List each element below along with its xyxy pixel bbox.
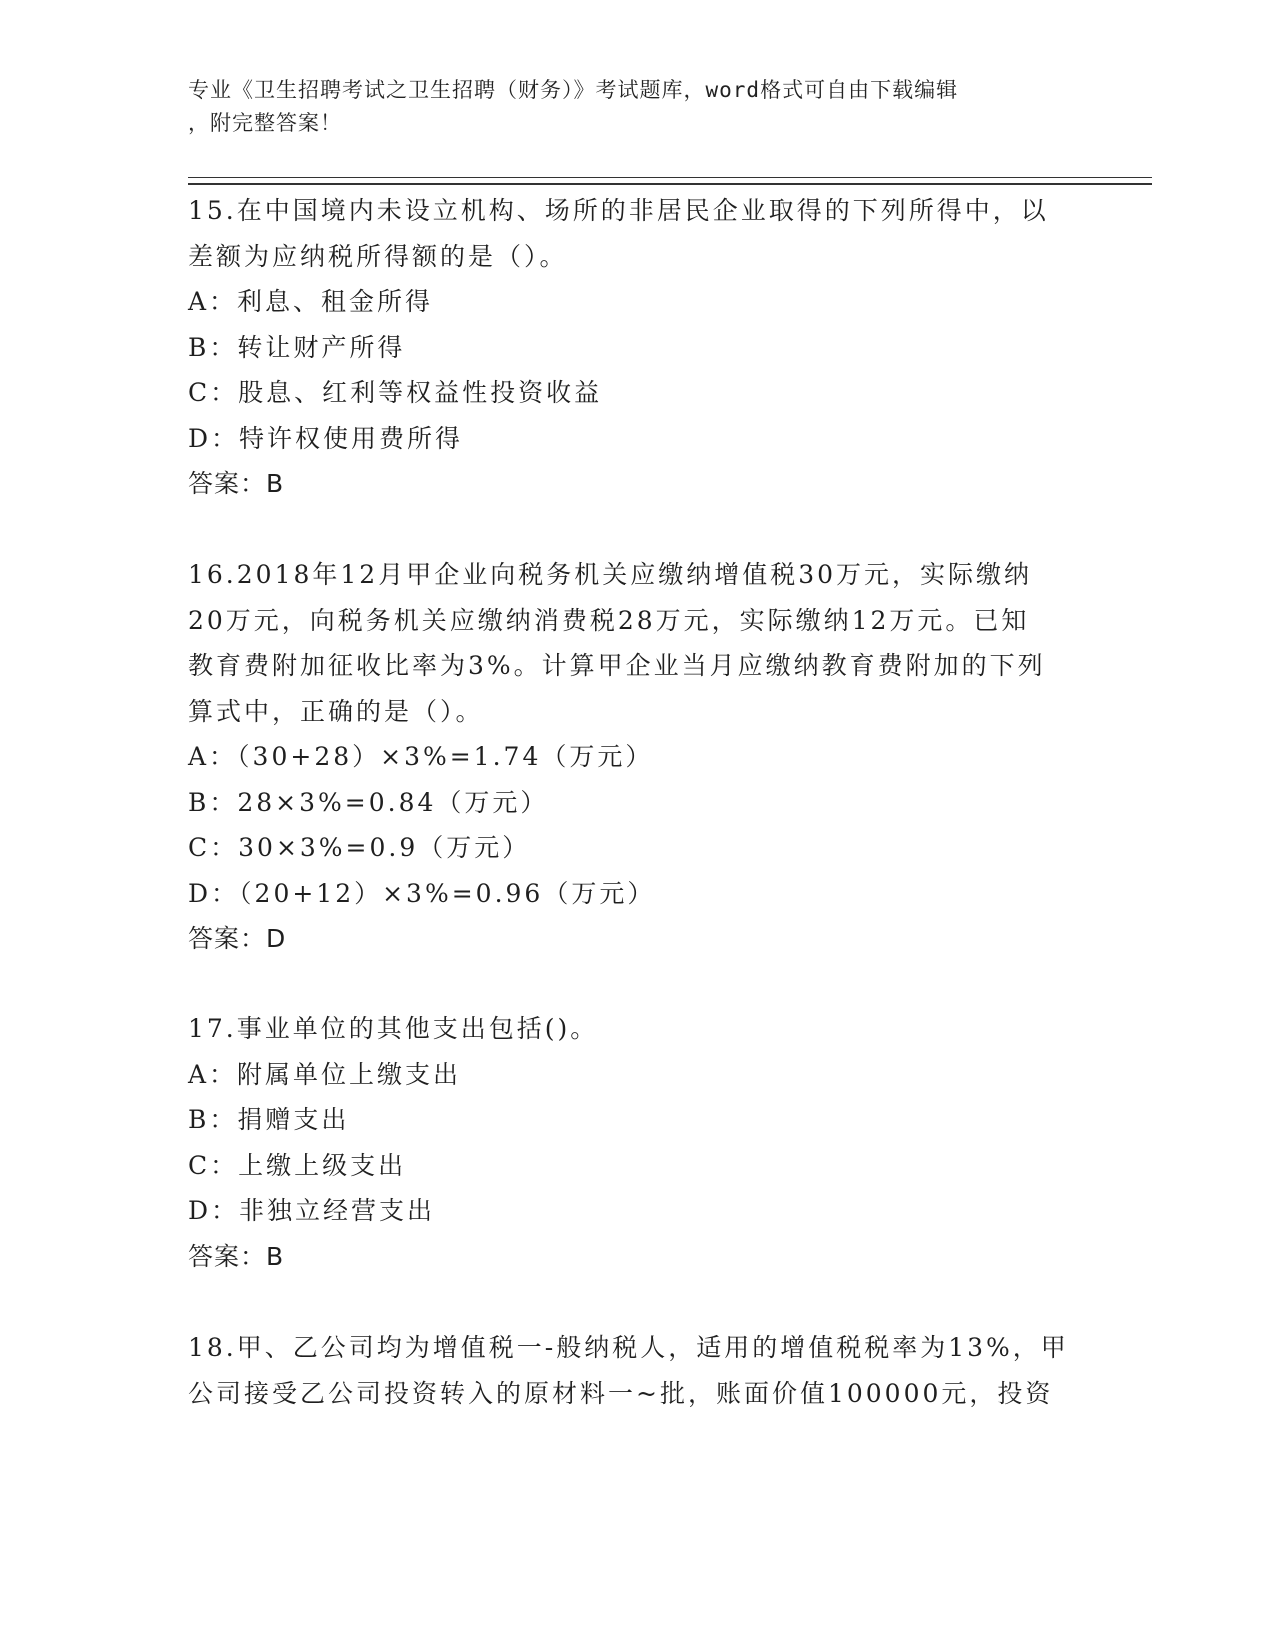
option-a: A：利息、租金所得 [188, 287, 434, 316]
answer-label: 答案：B [188, 469, 285, 498]
option-a: A：附属单位上缴支出 [188, 1059, 462, 1089]
stem-line: 公司接受乙公司投资转入的原材料一~批，账面价值100000元，投资 [188, 1378, 1054, 1408]
option-a: A：（30+28）×3%=1.74（万元） [188, 742, 654, 771]
question-stem [188, 1325, 1078, 1416]
question-18 [188, 1325, 1078, 1416]
answer-label: 答案：B [188, 1241, 285, 1271]
stem-line: 教育费附加征收比率为3%。计算甲企业当月应缴纳教育费附加的下列 [188, 651, 1046, 680]
question-stem [188, 1006, 1078, 1052]
option-c: C：上缴上级支出 [188, 1150, 407, 1180]
header-line-1: 专业《卫生招聘考试之卫生招聘（财务）》考试题库，word格式可自由下载编辑 [188, 78, 959, 102]
answer-label: 答案：D [188, 924, 287, 953]
option-c: C：股息、红利等权益性投资收益 [188, 378, 603, 407]
question-stem [188, 188, 1078, 279]
question-stem [188, 552, 1078, 734]
header-divider-thin [188, 177, 1152, 178]
question-16 [188, 552, 1078, 962]
option-c: C：30×3%=0.9（万元） [188, 833, 531, 862]
stem-line: 17.事业单位的其他支出包括()。 [188, 1014, 599, 1043]
option-d: D：非独立经营支出 [188, 1196, 436, 1225]
question-17 [188, 1006, 1078, 1279]
header-line-2: ，附完整答案！ [188, 111, 342, 135]
stem-line: 18.甲、乙公司均为增值税一-般纳税人，适用的增值税税率为13%，甲 [188, 1333, 1069, 1362]
option-b: B：捐赠支出 [188, 1105, 350, 1134]
option-d: D：（20+12）×3%=0.96（万元） [188, 878, 656, 908]
stem-line: 算式中，正确的是（）。 [188, 696, 484, 726]
stem-line: 20万元，向税务机关应缴纳消费税28万元，实际缴纳12万元。已知 [188, 605, 1030, 635]
option-b: B：28×3%=0.84（万元） [188, 787, 549, 817]
option-b: B：转让财产所得 [188, 332, 406, 362]
header-divider-thick [188, 183, 1152, 185]
stem-line: 差额为应纳税所得额的是（）。 [188, 241, 568, 271]
document-header [188, 74, 1068, 140]
stem-line: 16.2018年12月甲企业向税务机关应缴纳增值税30万元，实际缴纳 [188, 560, 1033, 589]
question-15 [188, 188, 1078, 507]
option-d: D：特许权使用费所得 [188, 423, 464, 453]
stem-line: 15.在中国境内未设立机构、场所的非居民企业取得的下列所得中，以 [188, 196, 1049, 225]
